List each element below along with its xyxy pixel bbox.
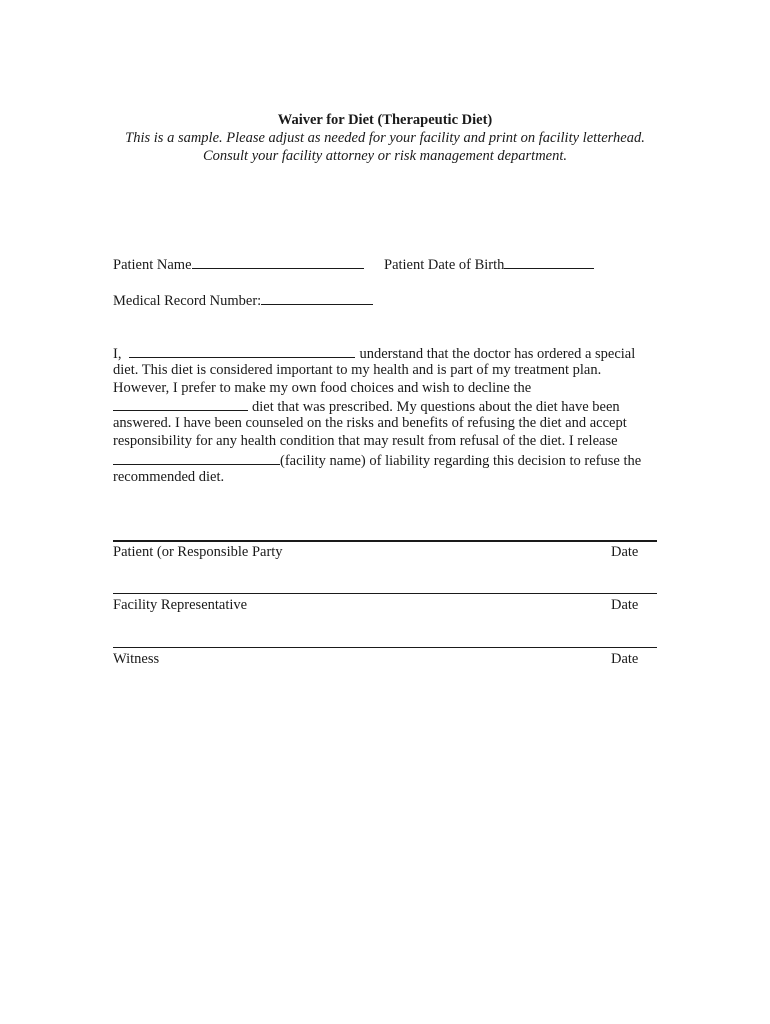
document-subtitle-line-2: Consult your facility attorney or risk management department.: [202, 148, 568, 164]
statement-line-3: However, I prefer to make my own food choices and wish to decline the: [113, 379, 532, 396]
patient-name-blank: [192, 255, 364, 269]
patient-name-label: Patient Name: [113, 257, 192, 273]
statement-line-7: [113, 451, 673, 469]
patient-signature-line: [113, 540, 657, 542]
facility-name-blank: [113, 451, 280, 465]
statement-line-7-text: (facility name) of liability regarding this decision to refuse the: [280, 452, 642, 469]
medical-record-field: [113, 291, 373, 310]
waiver-statement: [113, 344, 673, 486]
patient-date-label: Date: [611, 544, 639, 560]
patient-dob-blank: [504, 255, 594, 269]
statement-line-2: diet. This diet is considered important to my health and is part of my treatment plan.: [113, 361, 602, 378]
statement-line-4-text: diet that was prescribed. My questions about the diet have been: [252, 399, 620, 416]
statement-line-8: recommended diet.: [113, 468, 225, 485]
statement-prefix: I,: [113, 346, 122, 362]
patient-dob-field: [384, 255, 594, 274]
witness-date-label: Date: [611, 651, 639, 667]
facility-rep-signature-line: [113, 593, 657, 594]
document-title: Waiver for Diet (Therapeutic Diet): [277, 112, 493, 128]
statement-line-5: answered. I have been counseled on the risks and benefits of refusing the diet and accept: [113, 415, 627, 432]
statement-line-6: responsibility for any health condition that may result from refusal of the diet. I release: [113, 432, 618, 449]
facility-rep-date-label: Date: [611, 597, 639, 613]
diet-name-blank: [113, 397, 248, 411]
facility-rep-signature-label: Facility Representative: [113, 597, 248, 613]
patient-dob-label: Patient Date of Birth: [384, 257, 505, 273]
medical-record-blank: [261, 291, 373, 305]
medical-record-label: Medical Record Number:: [113, 293, 262, 309]
document-subtitle-line-1: This is a sample. Please adjust as needed for your facility and print on facility letterhead.: [125, 130, 645, 146]
patient-signature-name-blank: [129, 344, 355, 358]
witness-signature-line: [113, 647, 657, 648]
statement-line-1-text: understand that the doctor has ordered a special: [359, 346, 636, 362]
patient-signature-label: Patient (or Responsible Party: [113, 544, 283, 560]
patient-name-field: [113, 255, 364, 274]
witness-signature-label: Witness: [113, 651, 160, 667]
statement-line-1: [113, 344, 673, 362]
statement-line-4: [113, 397, 673, 415]
